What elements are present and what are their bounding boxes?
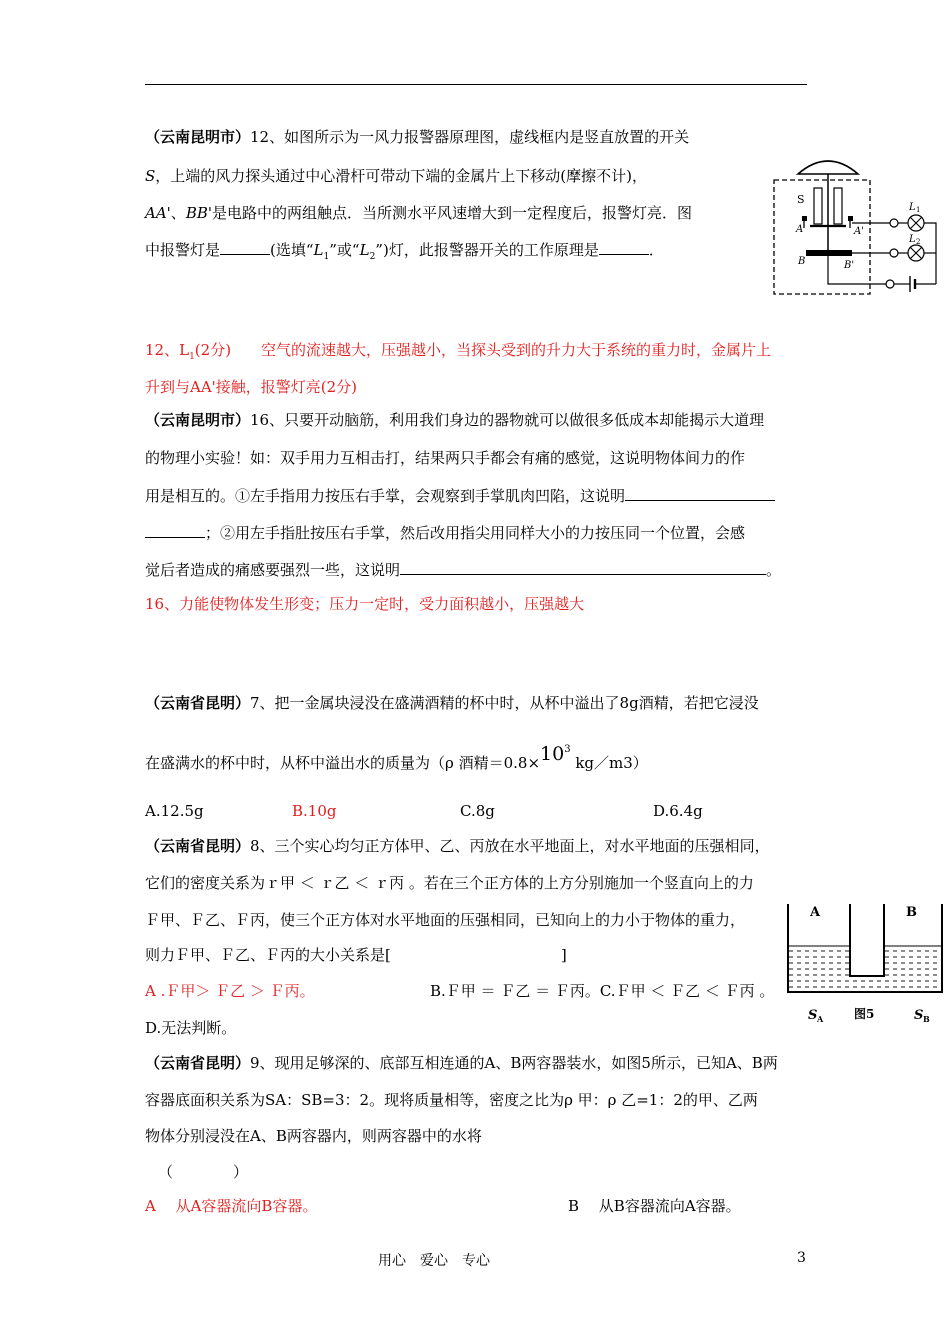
svg-text:L: L xyxy=(909,202,916,213)
svg-text:B: B xyxy=(906,905,917,920)
rod-guide-left xyxy=(814,188,822,224)
q9-option-a[interactable]: A 从A容器流向B容器。 xyxy=(145,1197,318,1215)
q16-line5: 觉后者造成的痛感要强烈一些，这说明 。 xyxy=(145,561,782,579)
q16-line3: 用是相互的。①左手指用力按压右手掌，会观察到手掌肌肉凹陷，这说明 xyxy=(145,486,775,506)
q7-line2: 在盛满水的杯中时，从杯中溢出水的质量为（ρ 酒精$=0.8\times 10^3$ kg／m3） xyxy=(145,743,648,772)
svg-text:S: S xyxy=(914,1008,924,1023)
q12-source: （云南昆明市） xyxy=(145,128,251,146)
q8-line1: （云南省昆明）8、三个实心均匀正方体甲、乙、丙放在水平地面上，对水平地面的压强相同， xyxy=(145,837,770,855)
a12-line1: 12、$L_1(2$分) 空气的流速越大，压强越小，当探头受到的升力大于系统的重力时，金属片上 xyxy=(145,341,772,362)
svg-text:A: A xyxy=(810,905,821,920)
q7-line1: （云南省昆明）7、把一金属块浸没在盛满酒精的杯中时，从杯中溢出了8g酒精，若把它浸没 xyxy=(145,694,759,712)
q12-blank2[interactable] xyxy=(599,240,649,255)
svg-text:2: 2 xyxy=(916,238,921,246)
water-in-A xyxy=(788,946,850,992)
q8-line3: Ｆ甲、Ｆ乙、Ｆ丙，使三个正方体对水平地面的压强相同，已知向上的力小于物体的重力， xyxy=(145,911,746,929)
figure-caption: 图5 xyxy=(854,1007,875,1021)
divider-wall xyxy=(850,904,884,976)
q8-line2: 它们的密度关系为ｒ甲 ＜ ｒ乙 ＜ ｒ丙 。若在三个正方体的上方分别施加一个竖直向上的力 xyxy=(145,874,754,892)
q12-line4: 中报警灯是 (选填“$L_1$”或“$L_2$”)灯，此报警器开关的工作原理是 ． xyxy=(145,241,664,262)
q7-option-b[interactable]: B.10g xyxy=(292,802,337,820)
q8-option-d[interactable]: D.无法判断。 xyxy=(145,1019,237,1037)
page-number: 3 xyxy=(797,1250,806,1266)
q12-line3: AA'、BB'是电路中的两组触点．当所测水平风速增大到一定程度后，报警灯亮．图 xyxy=(145,204,692,222)
svg-text:A: A xyxy=(817,1014,824,1024)
q7-option-d[interactable]: D.6.4g xyxy=(653,802,703,820)
svg-text:A': A' xyxy=(854,226,864,237)
svg-text:A: A xyxy=(796,224,804,235)
svg-text:L: L xyxy=(909,234,916,245)
q7-option-a[interactable]: A.12.5g xyxy=(145,802,204,820)
q7-option-c[interactable]: C.8g xyxy=(460,802,495,820)
svg-text:S: S xyxy=(808,1008,818,1023)
q8-option-a[interactable]: A .Ｆ甲＞ Ｆ乙 ＞ Ｆ丙。 xyxy=(145,982,315,1000)
lamp-L2 xyxy=(908,245,924,261)
q16-blank2[interactable] xyxy=(400,560,766,575)
q16-blank1[interactable] xyxy=(625,486,775,501)
q9-option-b[interactable]: B 从B容器流向A容器。 xyxy=(568,1197,741,1215)
water-in-connector xyxy=(850,976,884,992)
a12-line2: 升到与AA'接触，报警灯亮(2分) xyxy=(145,378,358,396)
svg-text:B: B xyxy=(798,256,806,267)
q16-line2: 的物理小实验！如：双手用力互相击打，结果两只手都会有痛的感觉，这说明物体间力的作 xyxy=(145,449,746,467)
wind-alarm-circuit-diagram xyxy=(770,150,942,302)
q9-line1: （云南省昆明）9、现用足够深的、底部互相连通的A、B两容器装水，如图5所示，已知A、B两 xyxy=(145,1054,778,1072)
svg-text:B: B xyxy=(923,1014,930,1024)
connected-containers-figure xyxy=(780,900,946,1025)
q8-option-bc[interactable]: B.Ｆ甲 ＝ Ｆ乙 ＝ Ｆ丙。C.Ｆ甲 ＜ Ｆ乙 ＜ Ｆ丙 。 xyxy=(430,982,775,1000)
a16: 16、力能使物体发生形变；压力一定时，受力面积越小，压强越大 xyxy=(145,595,585,613)
q8-line4: 则力Ｆ甲、Ｆ乙、Ｆ丙的大小关系是[ ] xyxy=(145,946,567,964)
q12-blank1[interactable] xyxy=(220,240,270,255)
lamp-L1 xyxy=(908,215,924,231)
wind-probe xyxy=(798,161,858,174)
metal-plate xyxy=(806,250,852,256)
q9-line4: （ ） xyxy=(158,1163,249,1181)
q12-line2: S，上端的风力探头通过中心滑杆可带动下端的金属片上下移动(摩擦不计)， xyxy=(145,167,647,185)
q16-line1: （云南昆明市）16、只要开动脑筋，利用我们身边的器物就可以做很多低成本却能揭示大道理 xyxy=(145,411,765,429)
q16-line4: ；②用左手指肚按压右手掌，然后改用指尖用同样大小的力按压同一个位置，会感 xyxy=(145,523,745,543)
water-in-B xyxy=(884,946,942,992)
footer-motto: 用心 爱心 专心 xyxy=(378,1253,490,1269)
q16-blank1-cont[interactable] xyxy=(145,523,205,538)
svg-text:1: 1 xyxy=(916,206,921,214)
label-S: S xyxy=(797,193,805,206)
rod-guide-right xyxy=(834,188,842,224)
q9-line2: 容器底面积关系为SA：SB=3：2。现将质量相等，密度之比为ρ 甲：ρ 乙=1：2的甲、乙两 xyxy=(145,1091,758,1109)
svg-text:B': B' xyxy=(844,260,855,271)
header-rule xyxy=(145,84,807,85)
q9-line3: 物体分别浸没在A、B两容器内，则两容器中的水将 xyxy=(145,1127,482,1145)
q12-line1: （云南昆明市）12、如图所示为一风力报警器原理图，虚线框内是竖直放置的开关 xyxy=(145,128,690,146)
